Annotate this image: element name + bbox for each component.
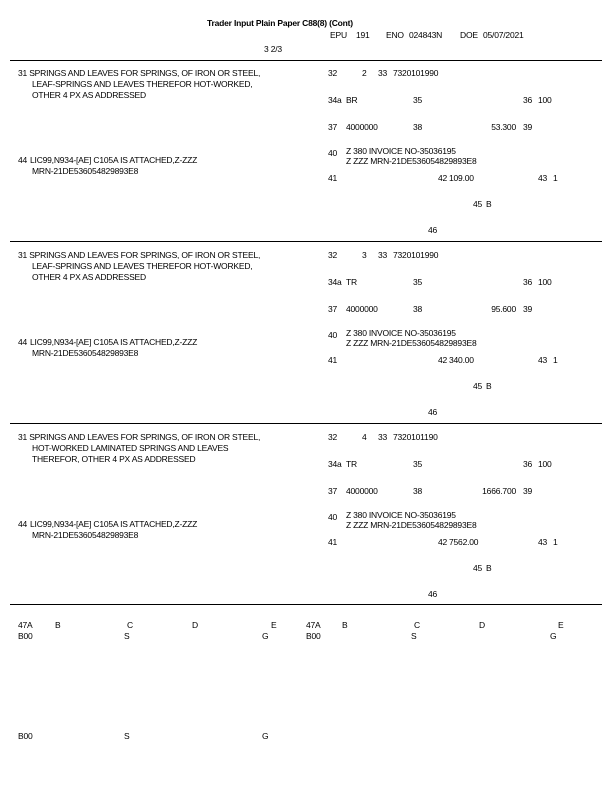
previous-document-1: Z 380 INVOICE NO-35036195 [346, 510, 456, 520]
goods-description-line-2: LEAF-SPRINGS AND LEAVES THEREFOR HOT-WORKED, [32, 79, 253, 89]
method-of-payment: G [262, 731, 269, 741]
goods-description-line-2: LEAF-SPRINGS AND LEAVES THEREFOR HOT-WORKED, [32, 261, 253, 271]
item-block [0, 60, 612, 242]
additional-info-line-2: MRN-21DE536054829893E8 [32, 530, 139, 540]
box-45-label: 45 [473, 199, 483, 209]
epu-value: 191 [356, 30, 370, 40]
box-40-label: 40 [328, 512, 338, 522]
procedure-code: 4000000 [346, 304, 378, 314]
item-number: 4 [362, 432, 367, 442]
method-of-payment: G [550, 631, 557, 641]
additional-info-line-1: LIC99,N934-[AE] C105A IS ATTACHED,Z-ZZZ [30, 519, 198, 529]
tax-code: S [124, 631, 130, 641]
epu-label: EPU [330, 30, 347, 40]
doe-label: DOE [460, 30, 478, 40]
box-32-label: 32 [328, 250, 338, 260]
previous-document-1: Z 380 INVOICE NO-35036195 [346, 328, 456, 338]
box-44-label: 44 [18, 337, 28, 347]
box-39-label: 39 [523, 304, 533, 314]
box-33-label: 33 [378, 68, 388, 78]
box-46-label: 46 [428, 589, 438, 599]
goods-description-line-2: HOT-WORKED LAMINATED SPRINGS AND LEAVES [32, 443, 229, 453]
box-47d-header: D [479, 620, 485, 630]
box-36-label: 36 [523, 95, 533, 105]
box-46-label: 46 [428, 225, 438, 235]
box-39-label: 39 [523, 122, 533, 132]
box-47b-header: B [55, 620, 61, 630]
box-37-label: 37 [328, 486, 338, 496]
tax-type: B00 [306, 631, 321, 641]
doe-value: 05/07/2021 [483, 30, 524, 40]
box-39-label: 39 [523, 486, 533, 496]
goods-description-line-1: 31 SPRINGS AND LEAVES FOR SPRINGS, OF IRON OR STEEL, [18, 68, 261, 78]
box-47a-header: 47A [306, 620, 321, 630]
box-47a-header: 47A [18, 620, 33, 630]
eno-label: ENO [386, 30, 404, 40]
commodity-code: 7320101190 [393, 432, 438, 442]
form-title: Trader Input Plain Paper C88(8) (Cont) [207, 18, 353, 28]
box-44-label: 44 [18, 519, 28, 529]
previous-document-1: Z 380 INVOICE NO-35036195 [346, 146, 456, 156]
previous-document-2: Z ZZZ MRN-21DE536054829893E8 [346, 520, 477, 530]
box-43-label: 43 [538, 355, 548, 365]
box-42-label: 42 [438, 355, 448, 365]
box-40-label: 40 [328, 330, 338, 340]
country-of-origin: TR [346, 459, 357, 469]
box47-divider [10, 604, 602, 605]
box-33-label: 33 [378, 250, 388, 260]
box-34a-label: 34a [328, 277, 342, 287]
goods-description-line-1: 31 SPRINGS AND LEAVES FOR SPRINGS, OF IRON OR STEEL, [18, 250, 261, 260]
preference-code: 100 [538, 95, 552, 105]
goods-description-line-3: OTHER 4 PX AS ADDRESSED [32, 272, 146, 282]
item-block [0, 242, 612, 424]
method-of-payment: G [262, 631, 269, 641]
box-37-label: 37 [328, 122, 338, 132]
goods-description-line-3: OTHER 4 PX AS ADDRESSED [32, 90, 146, 100]
box-32-label: 32 [328, 432, 338, 442]
tax-code: S [124, 731, 130, 741]
box-42-label: 42 [438, 173, 448, 183]
box-45-label: 45 [473, 563, 483, 573]
valuation-method: 1 [553, 173, 558, 183]
tax-type: B00 [18, 731, 33, 741]
adjustment-code: B [486, 381, 492, 391]
box-38-label: 38 [413, 304, 423, 314]
procedure-code: 4000000 [346, 122, 378, 132]
box-47b-header: B [342, 620, 348, 630]
box-33-label: 33 [378, 432, 388, 442]
procedure-code: 4000000 [346, 486, 378, 496]
additional-info-line-2: MRN-21DE536054829893E8 [32, 348, 139, 358]
goods-description-line-1: 31 SPRINGS AND LEAVES FOR SPRINGS, OF IRON OR STEEL, [18, 432, 261, 442]
box-42-label: 42 [438, 537, 448, 547]
box-43-label: 43 [538, 537, 548, 547]
box-38-label: 38 [413, 122, 423, 132]
tax-code: S [411, 631, 417, 641]
adjustment-code: B [486, 199, 492, 209]
goods-description-line-3: THEREFOR, OTHER 4 PX AS ADDRESSED [32, 454, 196, 464]
box-43-label: 43 [538, 173, 548, 183]
box-47e-header: E [271, 620, 277, 630]
item-price: 340.00 [449, 355, 474, 365]
commodity-code: 7320101990 [393, 250, 439, 260]
additional-info-line-2: MRN-21DE536054829893E8 [32, 166, 139, 176]
item-price: 7562.00 [449, 537, 479, 547]
box-38-label: 38 [413, 486, 423, 496]
valuation-method: 1 [553, 537, 558, 547]
box-34a-label: 34a [328, 459, 342, 469]
box-47e-header: E [558, 620, 564, 630]
box-34a-label: 34a [328, 95, 342, 105]
box-40-label: 40 [328, 148, 338, 158]
box-32-label: 32 [328, 68, 338, 78]
net-mass: 53.300 [491, 122, 516, 132]
country-of-origin: BR [346, 95, 358, 105]
item-price: 109.00 [449, 173, 474, 183]
preference-code: 100 [538, 459, 552, 469]
box-41-label: 41 [328, 173, 338, 183]
box-35-label: 35 [413, 277, 423, 287]
box-47c-header: C [127, 620, 133, 630]
box-44-label: 44 [18, 155, 28, 165]
previous-document-2: Z ZZZ MRN-21DE536054829893E8 [346, 156, 477, 166]
box-47d-header: D [192, 620, 198, 630]
additional-info-line-1: LIC99,N934-[AE] C105A IS ATTACHED,Z-ZZZ [30, 337, 198, 347]
eno-value: 024843N [409, 30, 443, 40]
box-35-label: 35 [413, 459, 423, 469]
valuation-method: 1 [553, 355, 558, 365]
item-number: 3 [362, 250, 367, 260]
box-36-label: 36 [523, 459, 533, 469]
country-of-origin: TR [346, 277, 357, 287]
box-36-label: 36 [523, 277, 533, 287]
commodity-code: 7320101990 [393, 68, 439, 78]
adjustment-code: B [486, 563, 492, 573]
box-47c-header: C [414, 620, 420, 630]
item-block [0, 424, 612, 606]
page-indicator: 3 2/3 [264, 44, 282, 54]
previous-document-2: Z ZZZ MRN-21DE536054829893E8 [346, 338, 477, 348]
box-46-label: 46 [428, 407, 438, 417]
net-mass: 1666.700 [482, 486, 516, 496]
box-35-label: 35 [413, 95, 423, 105]
box-37-label: 37 [328, 304, 338, 314]
box-41-label: 41 [328, 537, 338, 547]
preference-code: 100 [538, 277, 552, 287]
additional-info-line-1: LIC99,N934-[AE] C105A IS ATTACHED,Z-ZZZ [30, 155, 198, 165]
net-mass: 95.600 [491, 304, 516, 314]
tax-type: B00 [18, 631, 33, 641]
box-41-label: 41 [328, 355, 338, 365]
item-number: 2 [362, 68, 367, 78]
box-45-label: 45 [473, 381, 483, 391]
